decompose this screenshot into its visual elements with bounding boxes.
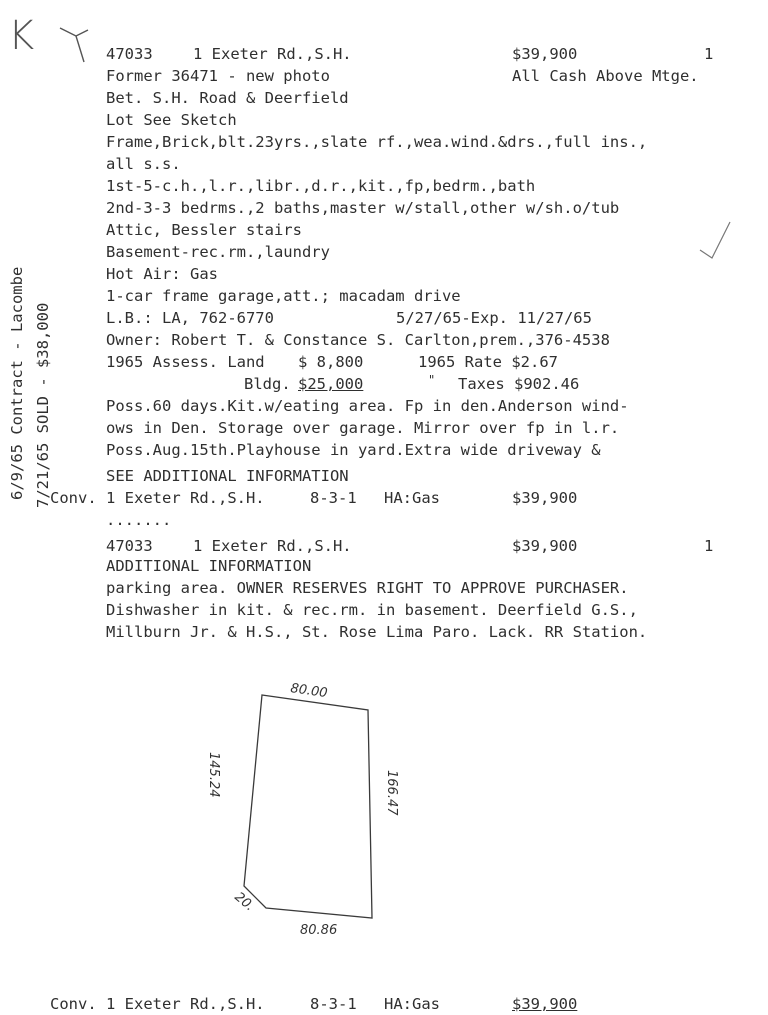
ditto-mark: " <box>428 373 436 387</box>
additional-line-1: parking area. OWNER RESERVES RIGHT TO APPROVE PURCHASER. <box>106 579 629 597</box>
tax-rate: 1965 Rate $2.67 <box>418 353 558 371</box>
additional-line-2: Dishwasher in kit. & rec.rm. in basement. Deerfield G.S., <box>106 601 638 619</box>
former-listing: Former 36471 - new photo <box>106 67 330 85</box>
conv-bottom-rooms: 8-3-1 <box>310 995 357 1013</box>
conv-bottom-heat: HA:Gas <box>384 995 440 1013</box>
listing-address: 1 Exeter Rd.,S.H. <box>193 45 352 63</box>
dim-right: 166.47 <box>384 770 399 816</box>
construction-line-1: Frame,Brick,blt.23yrs.,slate rf.,wea.wind.&drs.,full ins., <box>106 133 648 151</box>
page-number: 1 <box>704 45 714 63</box>
additional-page-number: 1 <box>704 537 714 555</box>
attic: Attic, Bessler stairs <box>106 221 302 239</box>
sold-note: 7/21/65 SOLD - $38,000 <box>34 302 52 508</box>
dim-left: 145.24 <box>206 752 221 798</box>
conv-bottom-address: 1 Exeter Rd.,S.H. <box>106 995 265 1013</box>
conv-label: Conv. <box>50 489 97 507</box>
additional-heading: ADDITIONAL INFORMATION <box>106 557 312 575</box>
see-additional: SEE ADDITIONAL INFORMATION <box>106 467 349 485</box>
dim-top: 80.00 <box>289 681 329 702</box>
owner: Owner: Robert T. & Constance S. Carlton,prem.,376-4538 <box>106 331 610 349</box>
lot-outline <box>244 695 372 918</box>
listing-broker: L.B.: LA, 762-6770 <box>106 309 274 327</box>
conv-heat: HA:Gas <box>384 489 440 507</box>
remarks-line-2: ows in Den. Storage over garage. Mirror over fp in l.r. <box>106 419 620 437</box>
conv-bottom-price: $39,900 <box>512 995 578 1013</box>
corner-mark: K <box>8 13 35 59</box>
heat: Hot Air: Gas <box>106 265 218 283</box>
separator-dots: ....... <box>106 511 172 529</box>
land-value: $ 8,800 <box>298 353 364 371</box>
remarks-line-1: Poss.60 days.Kit.w/eating area. Fp in den.Anderson wind- <box>106 397 629 415</box>
basement: Basement-rec.rm.,laundry <box>106 243 330 261</box>
construction-line-2: all s.s. <box>106 155 181 173</box>
first-floor: 1st-5-c.h.,l.r.,libr.,d.r.,kit.,fp,bedrm.,bath <box>106 177 536 195</box>
conv-price: $39,900 <box>512 489 578 507</box>
listing-number: 47033 <box>106 45 153 63</box>
contract-note: 6/9/65 Contract - Lacombe <box>8 266 26 500</box>
bldg-label: Bldg. <box>244 375 291 393</box>
conv-rooms: 8-3-1 <box>310 489 357 507</box>
taxes: Taxes $902.46 <box>458 375 580 393</box>
additional-price: $39,900 <box>512 537 578 555</box>
second-floor: 2nd-3-3 bedrms.,2 baths,master w/stall,other w/sh.o/tub <box>106 199 620 217</box>
listing-price: $39,900 <box>512 45 578 63</box>
additional-address: 1 Exeter Rd.,S.H. <box>193 537 352 555</box>
location: Bet. S.H. Road & Deerfield <box>106 89 349 107</box>
listing-dates: 5/27/65-Exp. 11/27/65 <box>396 309 592 327</box>
lot-info: Lot See Sketch <box>106 111 237 129</box>
bldg-value: $25,000 <box>298 375 364 393</box>
garage: 1-car frame garage,att.; macadam drive <box>106 287 461 305</box>
dim-corner: 20. <box>231 889 257 915</box>
dim-bottom: 80.86 <box>300 923 338 938</box>
cash-terms: All Cash Above Mtge. <box>512 67 699 85</box>
conv-bottom-label: Conv. <box>50 995 97 1013</box>
remarks-line-3: Poss.Aug.15th.Playhouse in yard.Extra wide driveway & <box>106 441 601 459</box>
additional-listing-number: 47033 <box>106 537 153 555</box>
additional-line-3: Millburn Jr. & H.S., St. Rose Lima Paro. Lack. RR Station. <box>106 623 648 641</box>
conv-address: 1 Exeter Rd.,S.H. <box>106 489 265 507</box>
assess-label: 1965 Assess. Land <box>106 353 265 371</box>
